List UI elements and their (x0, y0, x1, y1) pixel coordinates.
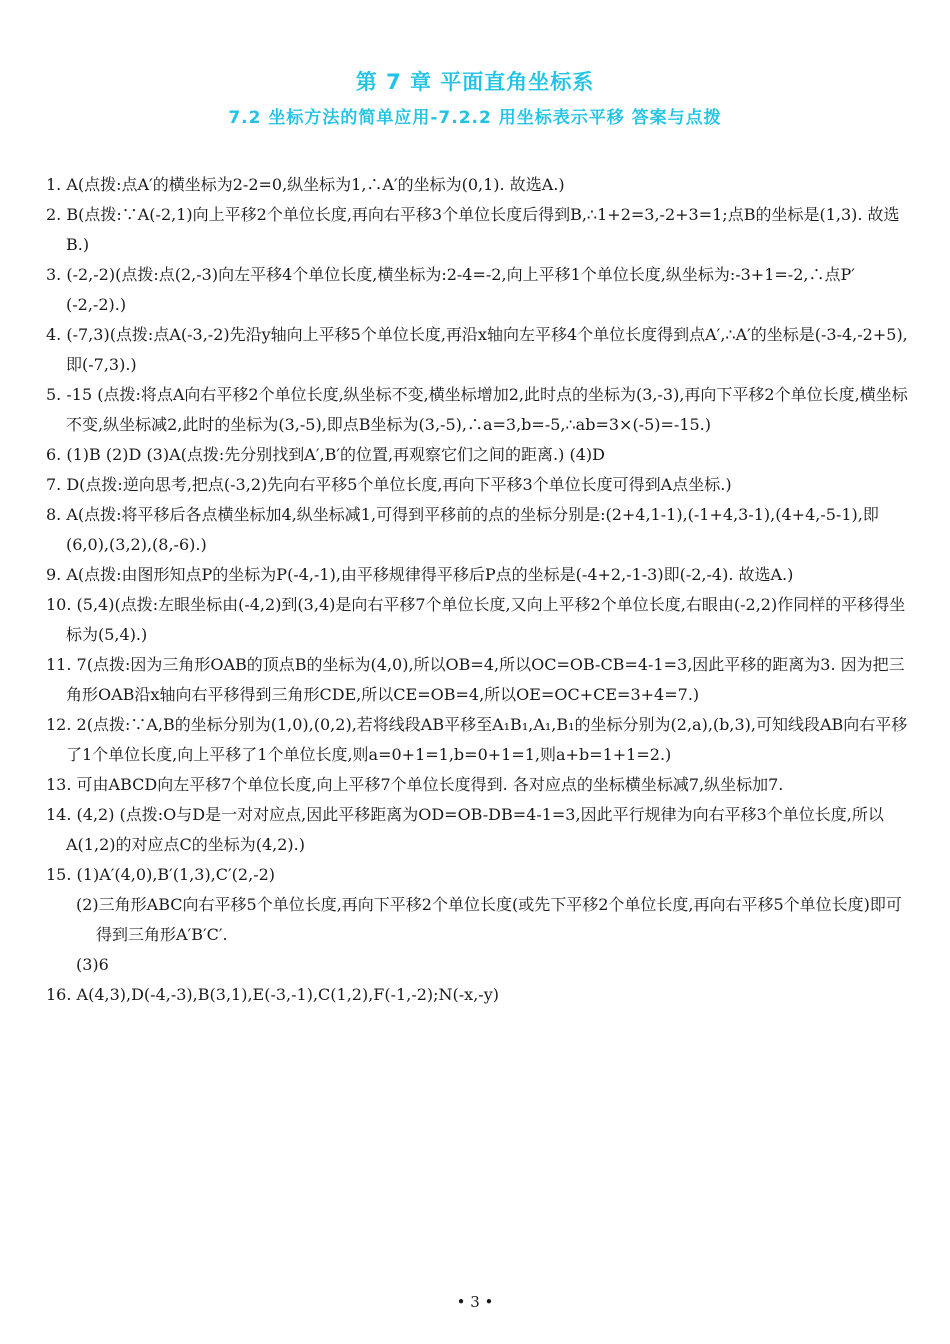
answer-item-9: 9. A(点拨:由图形知点P的坐标为P(-4,-1),由平移规律得平移后P点的坐标是(-4+2,-1-3)即(-2,-4). 故选A.) (46, 565, 794, 584)
answer-item-16: 16. A(4,3),D(-4,-3),B(3,1),E(-3,-1),C(1,2),F(-1,-2);N(-x,-y) (46, 985, 499, 1004)
section-title: 7.2 坐标方法的简单应用-7.2.2 用坐标表示平移 答案与点拨 (228, 108, 722, 128)
answer-item-8: 8. A(点拨:将平移后各点横坐标加4,纵坐标减1,可得到平移前的点的坐标分别是:(2+4,1-1),(-1+4,3-1),(4+4,-5-1),即(6,0),(3,2),(8,-6).) (46, 505, 879, 554)
answer-list (46, 170, 908, 1010)
answer-item-13: 13. 可由ABCD向左平移7个单位长度,向上平移7个单位长度得到. 各对应点的坐标横坐标减7,纵坐标加7. (46, 775, 784, 794)
answer-item-14: 14. (4,2) (点拨:O与D是一对对应点,因此平移距离为OD=OB-DB=4-1=3,因此平行规律为向右平移3个单位长度,所以A(1,2)的对应点C的坐标为(4,2).) (46, 805, 884, 854)
answer-item-15-part-2: (2)三角形ABC向右平移5个单位长度,再向下平移2个单位长度(或先下平移2个单位长度,再向右平移5个单位长度)即可得到三角形A′B′C′. (76, 895, 902, 944)
answer-item-15-part-3: (3)6 (76, 955, 109, 974)
answer-item-10: 10. (5,4)(点拨:左眼坐标由(-4,2)到(3,4)是向右平移7个单位长度,又向上平移2个单位长度,右眼由(-2,2)作同样的平移得坐标为(5,4).) (46, 595, 906, 644)
answer-item-7: 7. D(点拨:逆向思考,把点(-3,2)先向右平移5个单位长度,再向下平移3个单位长度可得到A点坐标.) (46, 475, 732, 494)
answer-item-15: 15. (1)A′(4,0),B′(1,3),C′(2,-2) (46, 865, 276, 884)
page-number: • 3 • (456, 1293, 494, 1311)
chapter-title: 第 7 章 平面直角坐标系 (355, 70, 595, 94)
answer-item-6: 6. (1)B (2)D (3)A(点拨:先分别找到A′,B′的位置,再观察它们之间的距离.) (4)D (46, 445, 605, 464)
answer-item-5: 5. -15 (点拨:将点A向右平移2个单位长度,纵坐标不变,横坐标增加2,此时点的坐标为(3,-3),再向下平移2个单位长度,横坐标不变,纵坐标减2,此时的坐标为(3,-5),即点B坐标为(3,-5),∴a=3,b=-5,∴ab=3×(-5)=-15.) (46, 385, 908, 434)
answer-item-4: 4. (-7,3)(点拨:点A(-3,-2)先沿y轴向上平移5个单位长度,再沿x轴向左平移4个单位长度得到点A′,∴A′的坐标是(-3-4,-2+5),即(-7,3).) (46, 325, 908, 374)
answer-item-11: 11. 7(点拨:因为三角形OAB的顶点B的坐标为(4,0),所以OB=4,所以OC=OB-CB=4-1=3,因此平移的距离为3. 因为把三角形OAB沿x轴向右平移得到三角形CDE,所以CE=OB=4,所以OE=OC+CE=3+4=7.) (46, 655, 905, 704)
answer-item-12: 12. 2(点拨:∵A,B的坐标分别为(1,0),(0,2),若将线段AB平移至A₁B₁,A₁,B₁的坐标分别为(2,a),(b,3),可知线段AB向右平移了1个单位长度,向上平移了1个单位长度,则a=0+1=1,b=0+1=1,则a+b=1+1=2.) (46, 715, 908, 764)
answer-item-1: 1. A(点拨:点A′的横坐标为2-2=0,纵坐标为1,∴A′的坐标为(0,1). 故选A.) (46, 175, 565, 194)
answer-item-2: 2. B(点拨:∵A(-2,1)向上平移2个单位长度,再向右平移3个单位长度后得到B,∴1+2=3,-2+3=1;点B的坐标是(1,3). 故选B.) (46, 205, 900, 254)
answer-item-3: 3. (-2,-2)(点拨:点(2,-3)向左平移4个单位长度,横坐标为:2-4=-2,向上平移1个单位长度,纵坐标为:-3+1=-2,∴点P′(-2,-2).) (46, 265, 855, 314)
